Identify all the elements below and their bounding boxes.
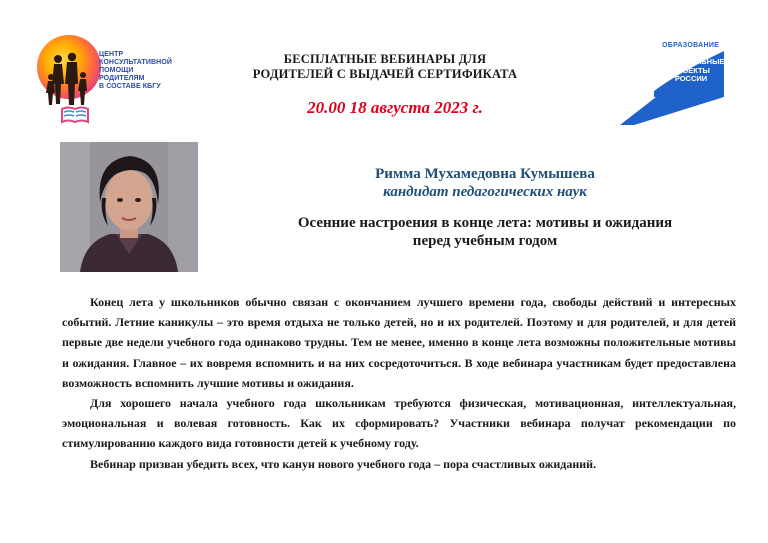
education-caption: ОБРАЗОВАНИЕ <box>662 42 720 49</box>
webinar-date: 20.00 18 августа 2023 г. <box>307 98 483 117</box>
logo-text-line: РОДИТЕЛЯМ <box>99 75 145 82</box>
consulting-center-logo <box>37 35 187 127</box>
webinar-header-title <box>205 52 565 82</box>
topic-line: перед учебным годом <box>412 233 558 249</box>
open-book-icon <box>61 105 89 125</box>
speaker-degree: кандидат педагогических наук <box>383 184 587 200</box>
webinar-description <box>62 292 736 474</box>
national-projects-line: РОССИИ <box>674 74 708 83</box>
national-projects-line: ПРОЕКТЫ <box>672 65 710 75</box>
speaker-photo <box>60 142 198 272</box>
description-paragraph: Для хорошего начала учебного года школьникам требуются физическая, мотивационная, интеллектуальная, эмоциональная и волевая готовность. Как их сформировать? Участники вебинара получат рекомендации по стимулированию каждого вида готовности детей к учебному году. <box>62 396 736 451</box>
logo-text-line: ПОМОЩИ <box>99 67 134 74</box>
national-projects-line: НАЦИОНАЛЬНЫЕ <box>657 57 725 66</box>
topic-line: Осенние настроения в конце лета: мотивы и ожидания <box>297 215 673 231</box>
speaker-portrait-icon <box>60 142 198 272</box>
logo-text <box>99 51 189 91</box>
family-silhouette-icon <box>45 49 105 107</box>
webinar-topic <box>240 214 730 250</box>
description-paragraph: Вебинар призван убедить всех, что канун нового учебного года – пора счастливых ожиданий. <box>90 456 597 471</box>
logo-text-line: КОНСУЛЬТАТИВНОЙ <box>99 59 172 66</box>
speaker-name: Римма Мухамедовна Кумышева <box>375 166 595 182</box>
description-paragraph: Конец лета у школьников обычно связан с окончанием лучшего времени года, свободы действий и интересных событий. Летние каникулы – это время отдыха не только детей, но и их родителей. Поэтому и для родителей, и для детей первые две недели учебного года одинаково трудны. Тем не менее, именно в конце лета возможны положительные мотивы и ожидания. Главное – их вовремя вспомнить и на них сосредоточиться. В ходе вебинара участникам будет предоставлена возможность вспомнить лучшие мотивы и ожидания. <box>62 295 736 390</box>
speaker-info <box>240 165 730 201</box>
header-title-line: РОДИТЕЛЕЙ С ВЫДАЧЕЙ СЕРТИФИКАТА <box>252 67 518 81</box>
national-projects-logo <box>618 33 730 125</box>
header-title-line: БЕСПЛАТНЫЕ ВЕБИНАРЫ ДЛЯ <box>283 52 487 66</box>
logo-text-line: В СОСТАВЕ КБГУ <box>99 83 161 90</box>
national-projects-text <box>656 58 726 84</box>
logo-text-line: ЦЕНТР <box>99 51 124 58</box>
